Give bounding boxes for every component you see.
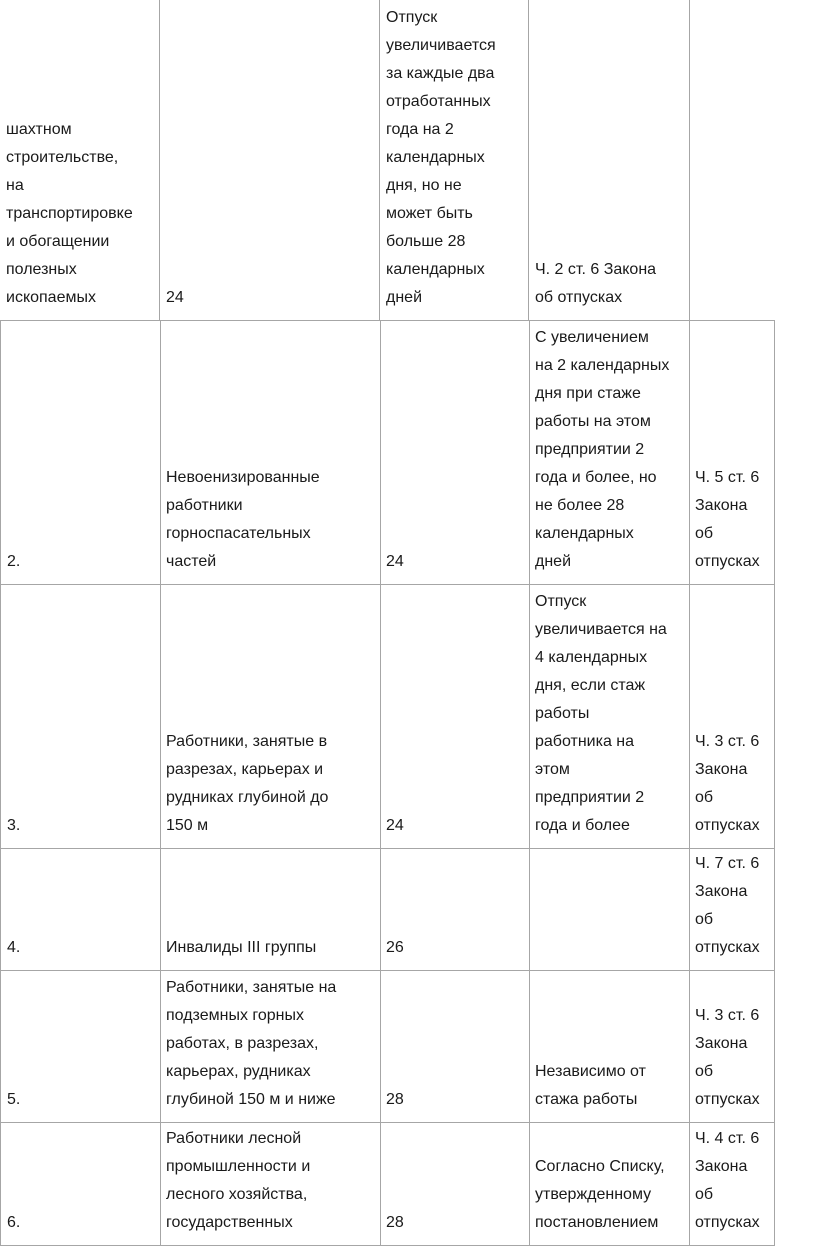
cell-text: Согласно Списку, утвержденному постановлением	[535, 1158, 665, 1231]
table-cell-condition	[529, 584, 690, 849]
table-cell-days	[380, 584, 530, 849]
cell-text: Независимо от стажа работы	[535, 1063, 646, 1108]
cell-text: 4.	[7, 939, 21, 956]
table-cell-category	[160, 320, 381, 585]
table-cell-days	[380, 848, 530, 971]
table-cell-number	[0, 320, 161, 585]
cell-text: Ч. 5 ст. 6 Закона об отпусках	[695, 469, 760, 570]
table-cell-days	[160, 0, 380, 321]
table-cell-category	[160, 970, 381, 1123]
table-cell-category	[160, 848, 381, 971]
cell-text: Работники, занятые в разрезах, карьерах и рудниках глубиной до 150 м	[166, 733, 329, 834]
table-cell-days	[380, 320, 530, 585]
table-cell-condition	[529, 848, 690, 971]
cell-text: Инвалиды III группы	[166, 939, 317, 956]
cell-text: 6.	[7, 1214, 21, 1231]
cell-text: 3.	[7, 817, 21, 834]
cell-text: 28	[386, 1091, 404, 1108]
table-cell-condition	[529, 970, 690, 1123]
cell-text: 2.	[7, 553, 21, 570]
cell-text: Ч. 3 ст. 6 Закона об отпусках	[695, 1007, 760, 1108]
table-cell-basis	[529, 0, 690, 321]
table-cell-category	[160, 1122, 381, 1246]
cell-text: шахтном строительстве, на транспортировке и обогащении полезных ископаемых	[6, 121, 133, 306]
table-cell-condition	[529, 1122, 690, 1246]
table-cell-basis	[689, 584, 775, 849]
table-cell-basis	[689, 848, 775, 971]
table-cell-days	[380, 970, 530, 1123]
cell-text: 28	[386, 1214, 404, 1231]
cell-text: 5.	[7, 1091, 21, 1108]
table-cell-category	[0, 0, 160, 321]
table-cell-number	[0, 1122, 161, 1246]
cell-text: Работники лесной промышленности и лесного хозяйства, государственных	[166, 1130, 311, 1231]
cell-text: 24	[386, 553, 404, 570]
table-cell-category	[160, 584, 381, 849]
table-cell-number	[0, 970, 161, 1123]
cell-text: 26	[386, 939, 404, 956]
table-cell-basis	[689, 320, 775, 585]
table-cell-days	[380, 1122, 530, 1246]
cell-text: Работники, занятые на подземных горных работах, в разрезах, карьерах, рудниках глубиной 150 м и ниже	[166, 979, 337, 1108]
table-cell-number	[0, 848, 161, 971]
table-cell-number	[0, 584, 161, 849]
table-cell-basis	[689, 970, 775, 1123]
cell-text: С увеличением на 2 календарных дня при стаже работы на этом предприятии 2 года и более, но не более 28 календарных дней	[535, 329, 670, 570]
table-cell-condition	[529, 320, 690, 585]
table-cell-condition	[380, 0, 529, 321]
cell-text: Невоенизированные работники горноспасательных частей	[166, 469, 320, 570]
cell-text: 24	[386, 817, 404, 834]
cell-text: Ч. 2 ст. 6 Закона об отпусках	[535, 261, 657, 306]
cell-text: 24	[166, 289, 184, 306]
cell-text: Ч. 3 ст. 6 Закона об отпусках	[695, 733, 760, 834]
cell-text: Ч. 7 ст. 6 Закона об отпусках	[695, 855, 760, 956]
cell-text: Отпуск увеличивается на 4 календарных дня, если стаж работы работника на этом предприятии 2 года и более	[535, 593, 667, 834]
cell-text: Ч. 4 ст. 6 Закона об отпусках	[695, 1130, 760, 1231]
table-cell-basis	[689, 1122, 775, 1246]
cell-text: Отпуск увеличивается за каждые два отработанных года на 2 календарных дня, но не может быть больше 28 календарных дней	[386, 9, 496, 306]
